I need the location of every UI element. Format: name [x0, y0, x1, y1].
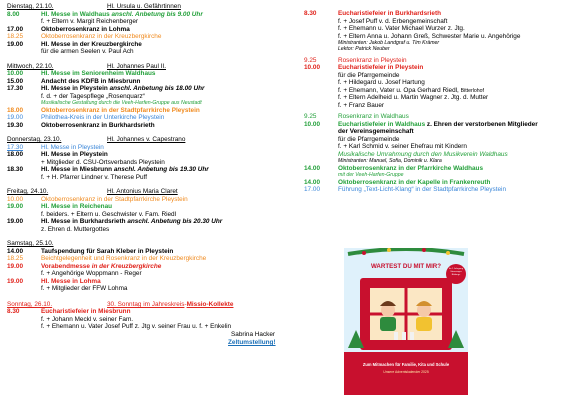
service-text: Eucharistiefeier in Miesbrunn: [41, 308, 131, 316]
left-column: [7, 0, 289, 346]
service-line: [7, 278, 289, 286]
service-line: [7, 11, 289, 19]
service-extra: anschl. Anbetung bis 18.00 Uhr: [109, 85, 205, 93]
service-text: Führung „Text-Licht-Klang“ in der Stadtpfarrkirche Pleystein: [338, 186, 507, 194]
service-time: 19.00: [7, 203, 23, 211]
service-text: Hl. Messe in Pleystein: [41, 143, 104, 151]
music-note: Musikalische Umrahmung durch den Musikverein Waldhaus: [338, 150, 508, 158]
intention: [304, 87, 562, 95]
day-date: Dienstag, 21.10.: [7, 3, 54, 10]
day-saint: Hl. Johannes v. Capestrano: [107, 136, 186, 144]
service-time: 9.25: [304, 56, 317, 64]
service-time: 18.00: [7, 106, 23, 114]
service-extra: z. Ehren der verstorbenen Mitglieder: [426, 120, 538, 128]
service-extra: anschl. Anbetung bis 20.30 Uhr: [127, 218, 223, 226]
service-text: Rosenkranz in Waldhaus: [338, 113, 409, 121]
service-text: Eucharistiefeier in Pleystein: [338, 64, 424, 72]
service-line: [304, 113, 562, 121]
intention: f. + H. Pfarrer Lindner v. Therese Puff: [41, 173, 148, 181]
service-line: [304, 165, 562, 173]
service-line: [7, 41, 289, 49]
service-line: [7, 218, 289, 226]
service-line: [7, 203, 289, 211]
intention: für die Pfarrgemeinde: [338, 135, 400, 143]
service-text: Rosenkranz in Pleystein: [338, 56, 407, 64]
service-time: 19.00: [7, 277, 23, 285]
service-time: 8.00: [7, 10, 20, 18]
service-text: Hl. Messe in Burkhardsrieth: [41, 218, 126, 226]
service-time: 17.30: [7, 143, 23, 151]
service-text: Oktoberrosenkranz in der Pfarrkirche Waldhaus: [338, 164, 484, 172]
intention: f. + Mitglieder der FFW Lohma: [41, 285, 128, 293]
service-line: [304, 64, 562, 72]
service-time: 9.25: [304, 113, 317, 121]
service-text: Oktoberrosenkranz in der Kreuzbergkirche: [41, 33, 162, 41]
intention: f. + Eltern Anna u. Johann Greß, Schwester Marie u. Angehörige: [338, 32, 521, 40]
service-time: 19.00: [7, 114, 23, 122]
service-text: Andacht des KDFB in Miesbrunn: [41, 77, 141, 85]
lector: Lektor: Patrick Neuber: [338, 46, 390, 53]
service-text: Vorabendmesse: [41, 262, 90, 270]
service-text: Hl. Messe in Reichenau: [41, 203, 113, 211]
day-header: [7, 136, 289, 144]
service-time: 14.00: [304, 164, 320, 172]
service-text: Hl. Messe in Pleystein: [41, 85, 108, 93]
day-saint: Hl. Ursula u. Gefährtinnen: [107, 3, 181, 10]
service-text: Oktoberrosenkranz in der Stadtpfarrkirche Pleystein: [41, 106, 200, 114]
service-text: Oktoberrosenkranz in Burkhardsrieth: [41, 121, 155, 129]
service-line: [7, 85, 289, 93]
service-line: [7, 33, 289, 41]
service-line: [7, 255, 289, 263]
advent-calendar-poster: [344, 248, 468, 395]
service-line: [7, 263, 289, 271]
service-time: 18.25: [7, 255, 23, 263]
service-text: Hl. Messe in Pleystein: [41, 151, 108, 159]
poster-title: WARTEST DU MIT MIR?: [370, 263, 442, 270]
service-text: Eucharistiefeier in Waldhaus: [338, 120, 426, 128]
service-time: 14.00: [7, 247, 23, 255]
ministrants: Ministranten: Manuel, Sofia, Dominik u. Klara: [338, 158, 442, 165]
service-line: [7, 70, 289, 78]
service-text: Taufspendung für Sarah Kleber in Pleystein: [41, 247, 174, 255]
intention: Sabrina Hacker: [231, 330, 276, 338]
service-time: 19.30: [7, 121, 23, 129]
service-line: [7, 122, 289, 130]
header-separator: -: [184, 300, 187, 308]
intention: f. + Franz Bauer: [338, 101, 384, 109]
service-line: [304, 57, 562, 65]
service-time: 10.00: [7, 195, 23, 203]
intention: für die Pfarrgemeinde: [338, 71, 400, 79]
service-time: 18.30: [7, 166, 23, 174]
poster-badge: für 1 Jahrgang Sternsinger Bildungs: [448, 268, 464, 276]
service-time: 17.30: [7, 85, 23, 93]
day-saint: Hl. Antonius Maria Claret: [107, 188, 178, 196]
service-text: Oktoberrosenkranz in Lohma: [41, 25, 130, 33]
service-text: Eucharistiefeier in Burkhardsrieth: [338, 10, 441, 17]
service-text: Hl. Messe im Seniorenheim Waldhaus: [41, 70, 156, 78]
service-line: [7, 107, 289, 115]
intention: f. + Johann Meckl v. seiner Fam.: [41, 315, 134, 323]
intention: + Mitglieder d. CSU-Ortsverbands Pleystein: [41, 158, 165, 166]
day-header: [7, 188, 289, 196]
day-saint: Hl. Johannes Paul II.: [107, 62, 166, 70]
intention: f. + Eltern v. Margit Reichenberger: [41, 18, 139, 26]
intention: f. + Eltern Adelheid u. Martin Wagner z. Jtg. d. Mutter: [338, 94, 489, 102]
service-text: Oktoberrosenkranz in der Kapelle in Frankenreuth: [338, 178, 491, 186]
service-line: [7, 78, 289, 86]
service-time: 8.30: [304, 10, 317, 17]
service-text: Hl. Messe in Lohma: [41, 277, 101, 285]
service-line: [7, 114, 289, 122]
service-line: [304, 10, 562, 18]
service-line: [7, 26, 289, 34]
service-text: Hl. Messe in der Kreuzbergkirche: [41, 40, 142, 48]
service-line: [304, 179, 562, 187]
service-time: 17.00: [7, 25, 23, 33]
missio-collection: Missio-Kollekte: [186, 300, 234, 308]
zelt-notice: Zeltumstellung!: [228, 339, 276, 346]
service-time: 14.00: [304, 178, 320, 186]
service-line: [7, 144, 289, 152]
service-extra-cont: der Vereinsgemeinschaft: [338, 128, 414, 136]
intention: f. d. + der Tagespflege „Rosenquarz“: [41, 92, 145, 100]
ministrants: Ministranten: Jakob Landgraf u. Tim Krämer: [338, 40, 440, 46]
intention: f. + Josef Puff v. d. Erbengemeinschaft: [338, 17, 448, 25]
intention: für die armen Seelen v. Paul Ach: [41, 48, 134, 56]
intention: f. + Hildegard u. Josef Hartung: [338, 79, 425, 87]
service-time: 19.00: [7, 40, 23, 48]
service-line: [7, 166, 289, 174]
service-line: [304, 186, 562, 194]
service-text: Beichtgelegenheit und Rosenkranz in der Kreuzbergkirche: [41, 255, 207, 263]
day-date: Samstag, 25.10.: [7, 240, 54, 248]
day-date: Mittwoch, 22.10.: [7, 62, 54, 70]
intention-text: f. + Ehemann, Vater u. Opa Gerhard Riedl,: [338, 86, 459, 94]
day-date: Donnerstag, 23.10.: [7, 136, 62, 144]
day-date: Freitag, 24.10.: [7, 188, 49, 196]
service-time: 19.00: [7, 218, 23, 226]
service-extra: in der Kreuzbergkirche: [91, 262, 162, 270]
service-line: [7, 151, 289, 159]
day-date: Sonntag, 26.10.: [7, 300, 53, 308]
service-extra: anschl. Anbetung bis 19.30 Uhr: [113, 166, 209, 174]
service-time: 17.00: [304, 186, 320, 194]
service-time: 19.00: [7, 262, 23, 270]
day-header: [7, 63, 289, 71]
day-header: [7, 240, 289, 248]
intention: z. Ehren d. Muttergottes: [41, 225, 110, 233]
poster-subtitle-2: Unsere Adventskalender 2025: [383, 370, 429, 374]
service-time: 10.00: [304, 120, 320, 128]
service-line: [304, 121, 562, 129]
day-header: [7, 3, 289, 11]
day-saint: 30. Sonntag im Jahreskreis: [107, 300, 185, 308]
service-text: Oktoberrosenkranz in der Stadtpfarrkirche Pleystein: [41, 195, 188, 203]
service-time: 10.00: [304, 64, 320, 72]
service-time: 18.00: [7, 151, 23, 159]
service-time: 18.25: [7, 33, 23, 41]
service-line: [7, 196, 289, 204]
music-note: mit der Veeh-Harfen-Gruppe: [338, 172, 404, 179]
service-text: Philothea-Kreis in der Unterkirche Pleystein: [41, 114, 165, 122]
service-text: Hl. Messe in Waldhaus: [41, 10, 110, 18]
service-extra: anschl. Anbetung bis 9.00 Uhr: [111, 10, 203, 18]
music-note: Musikalische Gestaltung durch die Veeh-Harfen-Gruppe aus Neustadt: [41, 100, 202, 107]
intention: f. beiders. + Eltern u. Geschwister v. Fam. Riedl: [41, 210, 177, 218]
service-line: [7, 308, 289, 316]
intention: f. + Ehemann u. Vater Josef Puff z. Jtg v. seiner Frau u. f. + Enkelin: [41, 323, 232, 331]
intention-place: Bitterlohof: [460, 87, 484, 94]
service-time: 15.00: [7, 77, 23, 85]
poster-subtitle: Zum Mitmachen für Familie, Kita und Schule: [362, 362, 450, 367]
right-column: [304, 10, 562, 194]
service-time: 10.00: [7, 70, 23, 78]
intention: f. + Karl Schmid v. seiner Ehefrau mit Kindern: [338, 143, 467, 151]
intention: f. + Angehörige Woppmann - Reger: [41, 270, 142, 278]
service-line: [7, 248, 289, 256]
service-text: Hl. Messe in Miesbrunn: [41, 166, 113, 174]
day-header: [7, 301, 289, 309]
service-time: 8.30: [7, 308, 20, 316]
intention: f. + Ehemann u. Vater Michael Wurzer z. Jtg.: [338, 25, 465, 32]
